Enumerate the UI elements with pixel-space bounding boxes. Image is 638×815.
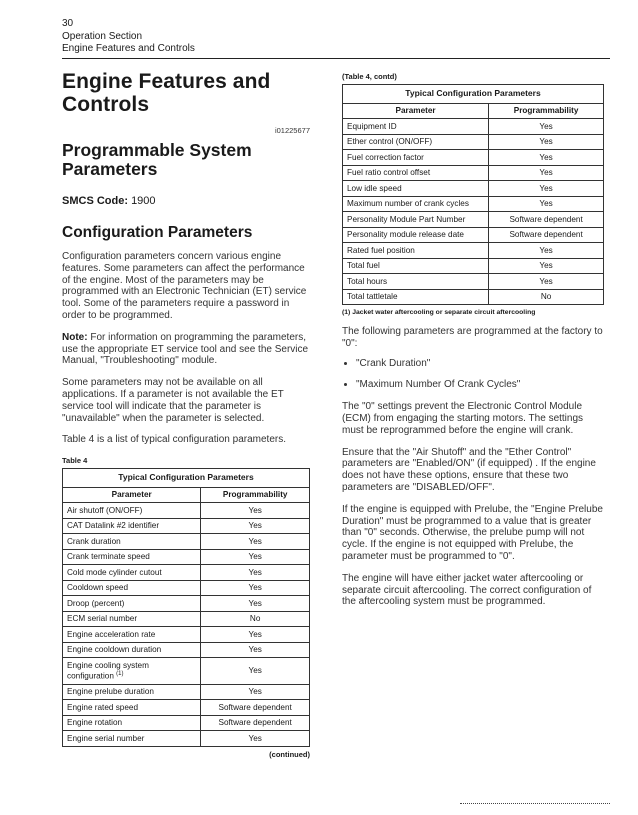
list-item: • "Maximum Number Of Crank Cycles": [356, 379, 604, 391]
table-row: [63, 627, 310, 643]
table-row: [343, 181, 604, 197]
table-row: [343, 227, 604, 243]
programmability-cell: Yes: [489, 165, 604, 181]
note-label: Note:: [62, 331, 88, 343]
programmability-cell: Yes: [201, 549, 310, 565]
programmability-cell: Software dependent: [201, 700, 310, 716]
parameter-cell: [63, 534, 201, 550]
table-row: [343, 134, 604, 150]
programmability-cell: Yes: [489, 181, 604, 197]
parameter-name: Engine serial number: [67, 733, 145, 743]
parameter-cell: [343, 150, 489, 166]
list-item: • "Crank Duration": [356, 358, 604, 370]
parameter-name: Total tattletale: [347, 292, 398, 301]
table-label: Table 4: [62, 456, 88, 466]
footnote-marker: (1): [116, 671, 124, 678]
aftercooling-paragraph: The engine will have either jacket water aftercooling or separate circuit aftercooling. The correct configuration of the aftercooling system must be programmed.: [342, 572, 592, 608]
parameter-cell: [63, 658, 201, 685]
smcs-value: 1900: [131, 195, 156, 207]
parameter-cell: [343, 196, 489, 212]
parameter-cell: [63, 503, 201, 519]
parameter-name: CAT Datalink #2 identifier: [67, 521, 160, 531]
programmability-cell: Software dependent: [201, 715, 310, 731]
parameter-name: Engine acceleration rate: [67, 629, 156, 639]
programmability-cell: Yes: [201, 580, 310, 596]
table-row: [63, 731, 310, 747]
note-text: For information on programming the parameters, use the appropriate ET service tool and see the Service Manual, "Troubleshooting" module.: [62, 331, 309, 367]
programmability-cell: Yes: [201, 684, 310, 700]
parameter-name: Engine prelube duration: [67, 687, 154, 697]
prelube-paragraph: If the engine is equipped with Prelube, the "Engine Prelube Duration" must be programmed to a value that is greater than "0" seconds. Otherwise, the prelube pump will not cycle. If the engine is not equipped with Prelube, the parameter must be programmed to "0".: [342, 503, 603, 562]
parameter-name: Engine cooldown duration: [67, 645, 162, 655]
note-paragraph: [62, 332, 310, 367]
table-row: [343, 165, 604, 181]
programmability-cell: Yes: [489, 243, 604, 259]
parameter-cell: [63, 565, 201, 581]
left-column: [62, 70, 310, 759]
table-caption: Typical Configuration Parameters: [343, 85, 604, 104]
table-row: [63, 596, 310, 612]
parameter-name: Total fuel: [347, 261, 380, 270]
parameter-cell: [343, 134, 489, 150]
parameter-cell: [63, 684, 201, 700]
table-contd-label: (Table 4, contd): [342, 72, 397, 81]
parameter-cell: [343, 181, 489, 197]
continued-label: (continued): [269, 749, 310, 759]
config-table: [62, 468, 310, 747]
parameter-cell: [343, 274, 489, 290]
table-row: [63, 565, 310, 581]
table-row: [63, 642, 310, 658]
programmability-cell: Yes: [201, 627, 310, 643]
parameter-name: Cooldown speed: [67, 583, 128, 593]
table-row: [343, 119, 604, 135]
parameter-cell: [63, 596, 201, 612]
section-title: Programmable System Parameters: [62, 140, 252, 179]
parameter-cell: [343, 119, 489, 135]
table-row: [63, 684, 310, 700]
programmability-cell: Yes: [201, 503, 310, 519]
column-header-parameter: Parameter: [343, 103, 489, 119]
column-header-parameter: Parameter: [63, 487, 201, 503]
programmability-cell: Yes: [201, 596, 310, 612]
table-caption: Typical Configuration Parameters: [63, 469, 310, 488]
parameter-cell: [63, 580, 201, 596]
parameter-name: Air shutoff (ON/OFF): [67, 505, 143, 515]
parameter-cell: [63, 627, 201, 643]
subsection-title: Configuration Parameters: [62, 224, 253, 241]
parameter-name: Cold mode cylinder cutout: [67, 567, 162, 577]
parameter-cell: [343, 243, 489, 259]
ensure-paragraph: Ensure that the "Air Shutoff" and the "Ether Control" parameters are "Enabled/ON" (if equipped) . If the engine does not have these options, ensure that these two parameters are "DISABLED/OFF".: [342, 446, 596, 493]
column-header-programmability: Programmability: [201, 487, 310, 503]
table-row: [63, 611, 310, 627]
parameter-name: Total hours: [347, 276, 388, 286]
programmability-cell: Yes: [201, 565, 310, 581]
parameter-name: Fuel correction factor: [347, 152, 424, 162]
intro-paragraph: Configuration parameters concern various engine features. Some parameters can affect the performance of the engine. Most of the parameters may be programmed with an Electronic Technician (ET) service tool. Some of the parameters require a password in order to be programmed.: [62, 251, 307, 321]
parameter-cell: [343, 212, 489, 228]
parameter-name: ECM serial number: [67, 614, 138, 624]
parameter-name: Engine cooling system configuration: [67, 660, 149, 681]
table-row: [343, 150, 604, 166]
column-header-programmability: Programmability: [489, 103, 604, 119]
table-row: [343, 243, 604, 259]
parameter-name: Ether control (ON/OFF): [347, 137, 433, 146]
table-row: [63, 658, 310, 685]
table-row: [343, 212, 604, 228]
smcs-code: [62, 195, 310, 207]
table-row: [63, 534, 310, 550]
parameter-name: Personality Module Part Number: [347, 214, 466, 224]
parameter-cell: [343, 165, 489, 181]
smcs-label: SMCS Code:: [62, 195, 128, 207]
parameter-name: Rated fuel position: [347, 245, 415, 255]
zero-settings-paragraph: The "0" settings prevent the Electronic Control Module (ECM) from engaging the starting motors. The settings must be reprogrammed before the engine will crank.: [342, 401, 584, 436]
parameter-name: Engine rated speed: [67, 702, 139, 712]
parameter-name: Low idle speed: [347, 183, 402, 193]
table-row: [63, 503, 310, 519]
table-intro-paragraph: Table 4 is a list of typical configuration parameters.: [62, 434, 286, 446]
programmability-cell: Yes: [489, 119, 604, 135]
programmability-cell: Yes: [201, 658, 310, 685]
parameter-cell: [343, 258, 489, 274]
page-title: Engine Features and Controls: [62, 70, 271, 116]
parameter-cell: [63, 642, 201, 658]
parameter-cell: [63, 518, 201, 534]
programmability-cell: Yes: [489, 258, 604, 274]
programmability-cell: No: [489, 289, 604, 305]
parameter-cell: [63, 700, 201, 716]
programmability-cell: Yes: [489, 196, 604, 212]
parameter-name: Engine rotation: [67, 718, 123, 728]
footer-rule: [460, 803, 610, 804]
programmability-cell: Yes: [489, 150, 604, 166]
parameter-name: Personality module release date: [347, 230, 464, 239]
table-row: [63, 580, 310, 596]
table-row: [343, 289, 604, 305]
programmability-cell: Software dependent: [489, 212, 604, 228]
factory-parameter-list: [342, 358, 604, 392]
table-row: [63, 549, 310, 565]
header-rule: [62, 58, 610, 59]
parameter-name: Equipment ID: [347, 121, 397, 131]
right-column: [342, 72, 604, 608]
header-section: Operation Section: [62, 30, 143, 42]
programmability-cell: Yes: [201, 731, 310, 747]
page-header: [62, 18, 195, 56]
programmability-cell: Yes: [201, 642, 310, 658]
page-number: 30: [62, 18, 74, 29]
config-table-contd: [342, 84, 604, 305]
table-row: [343, 258, 604, 274]
programmability-cell: Yes: [489, 134, 604, 150]
parameter-name: Maximum number of crank cycles: [347, 199, 469, 208]
header-subsection: Engine Features and Controls: [62, 43, 195, 54]
parameter-cell: [63, 549, 201, 565]
table-row: [63, 518, 310, 534]
parameter-name: Crank terminate speed: [67, 552, 150, 562]
parameter-name: Droop (percent): [67, 598, 125, 608]
table-footnote: (1) Jacket water aftercooling or separate circuit aftercooling: [342, 309, 536, 316]
programmability-cell: Yes: [201, 534, 310, 550]
parameter-name: Crank duration: [67, 536, 121, 546]
availability-paragraph: Some parameters may not be available on all applications. If a parameter is not available the ET service tool will indicate that the parameter is "unavailable" when the parameter is selected.: [62, 377, 284, 424]
table-row: [343, 196, 604, 212]
factory-paragraph: The following parameters are programmed at the factory to "0":: [342, 326, 603, 349]
table-row: [63, 715, 310, 731]
parameter-cell: [343, 289, 489, 305]
programmability-cell: Yes: [201, 518, 310, 534]
parameter-name: Fuel ratio control offset: [347, 168, 431, 177]
programmability-cell: No: [201, 611, 310, 627]
parameter-cell: [63, 611, 201, 627]
parameter-cell: [343, 227, 489, 243]
programmability-cell: Yes: [489, 274, 604, 290]
parameter-cell: [63, 715, 201, 731]
table-row: [63, 700, 310, 716]
table-row: [343, 274, 604, 290]
document-id: i01225677: [274, 126, 310, 135]
parameter-cell: [63, 731, 201, 747]
programmability-cell: Software dependent: [489, 227, 604, 243]
